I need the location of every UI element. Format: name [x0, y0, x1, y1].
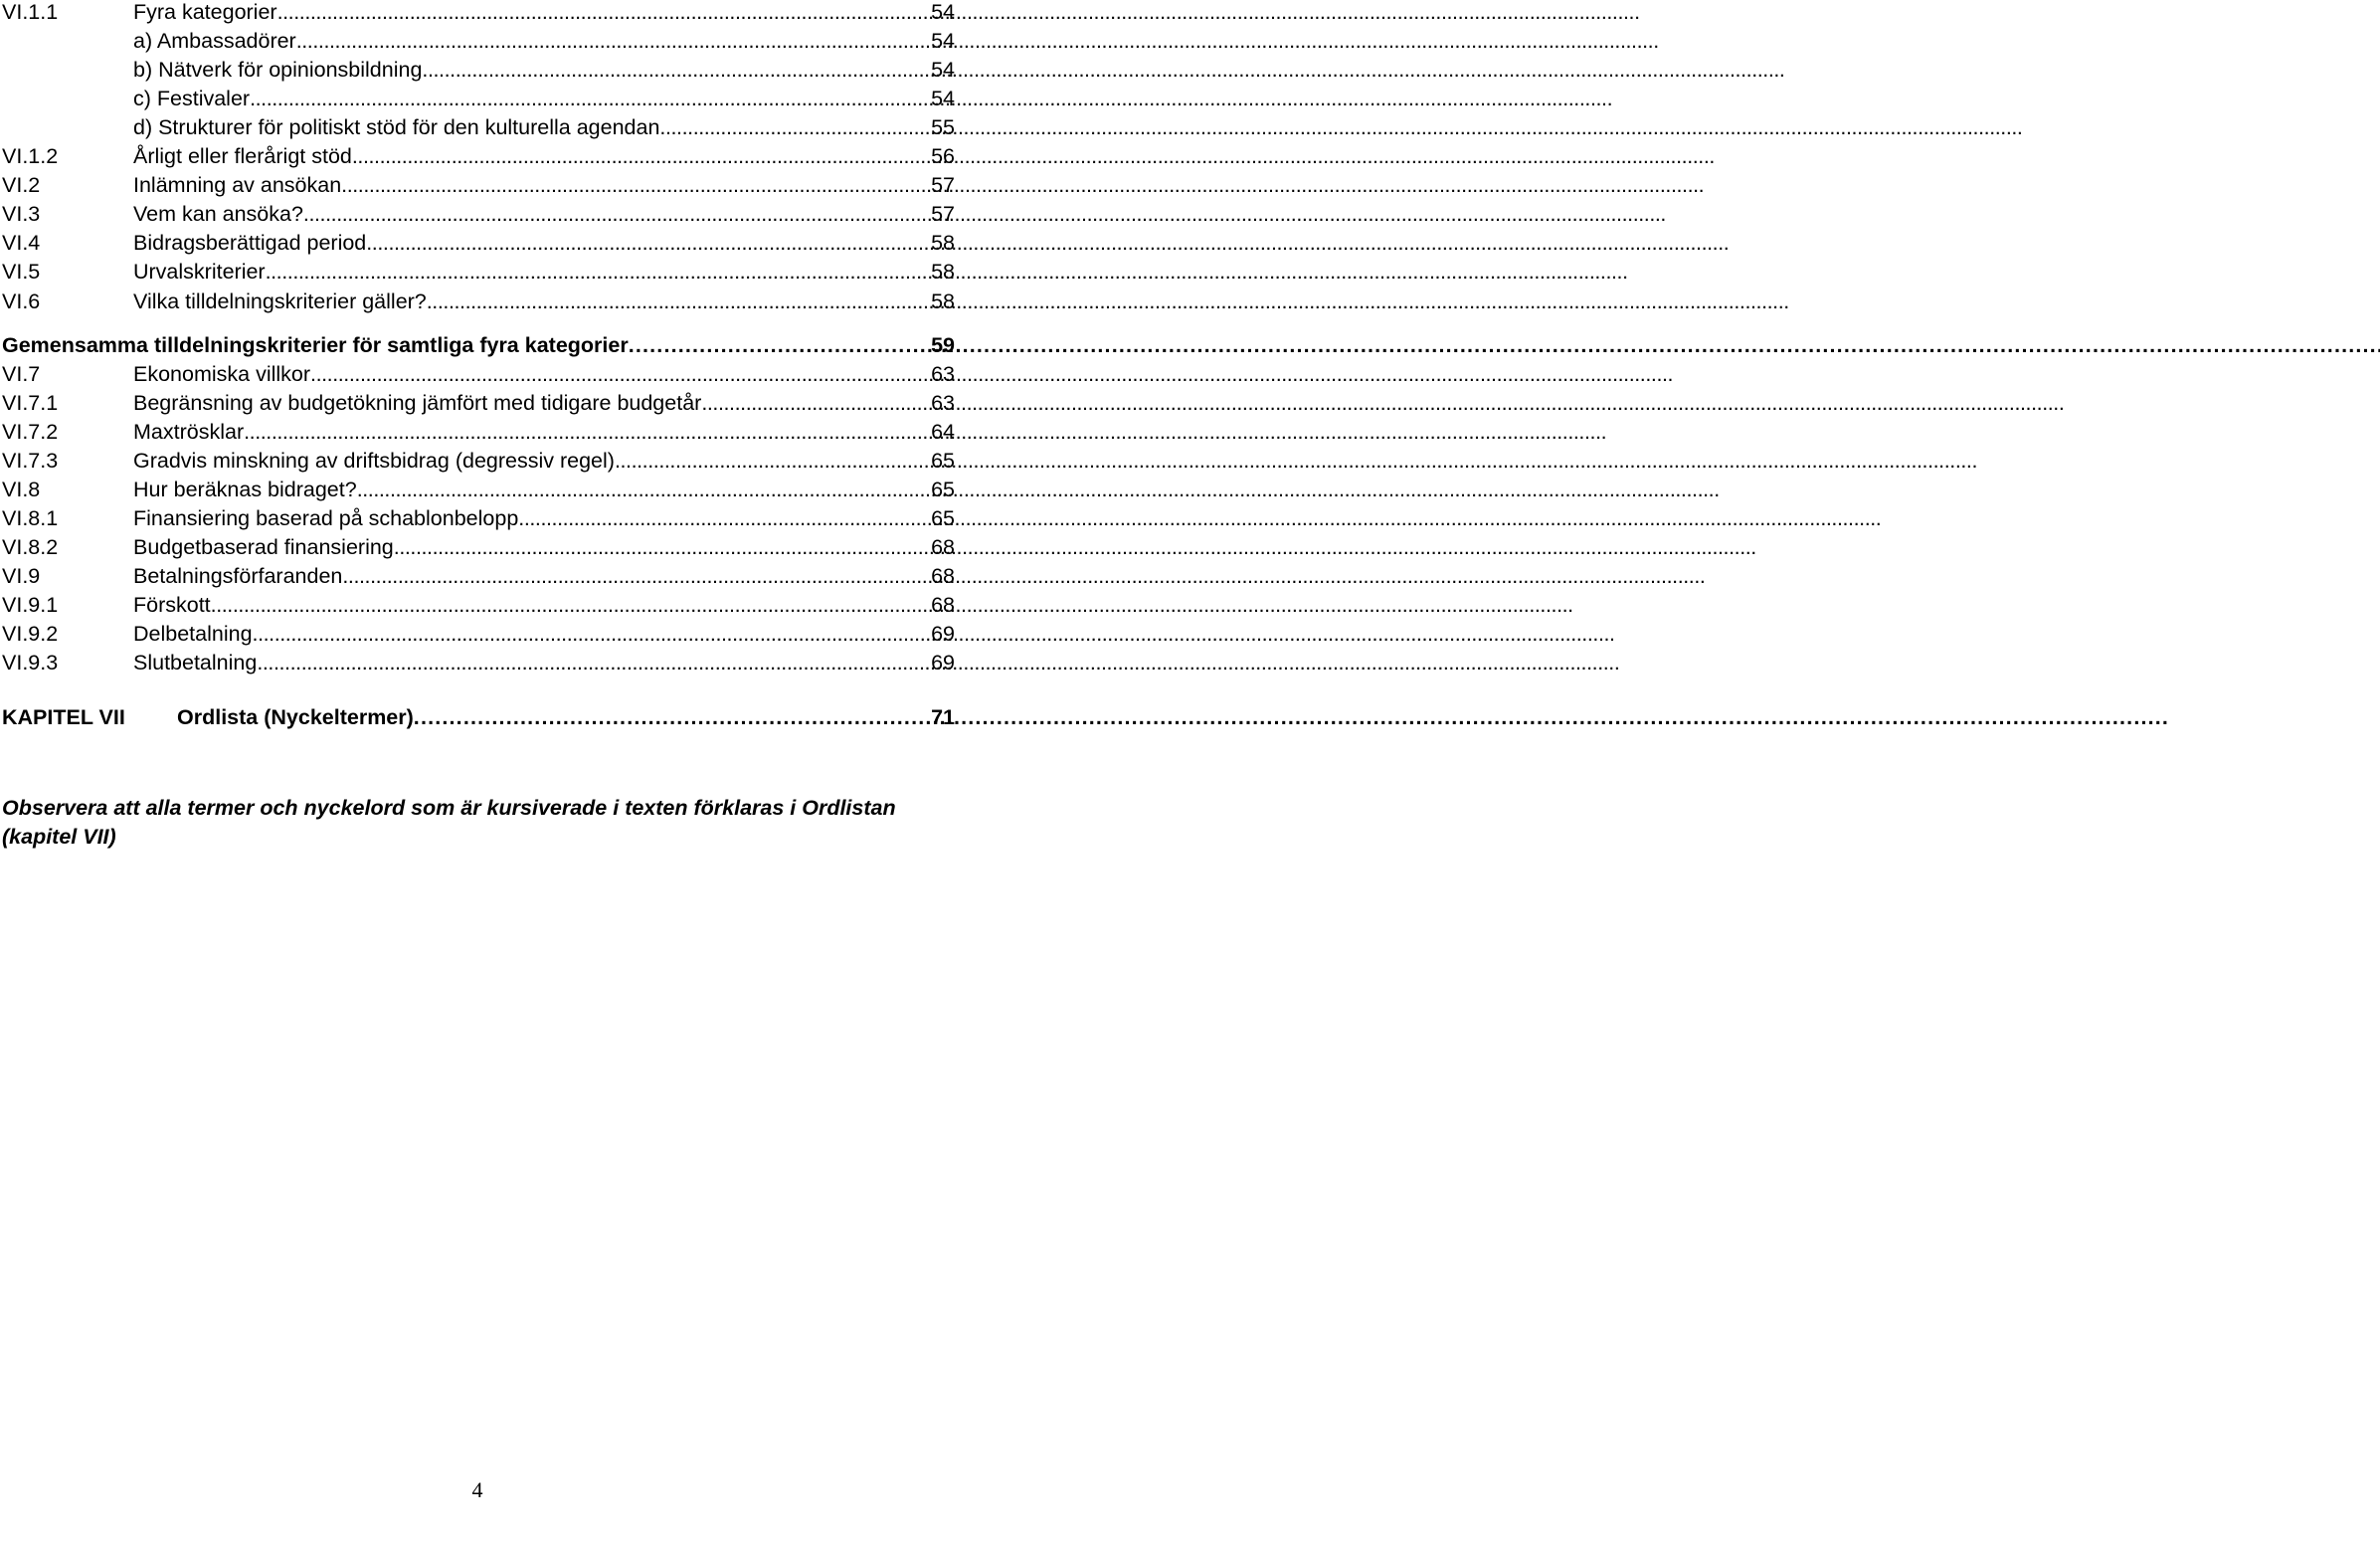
toc-dot-leader	[250, 85, 927, 112]
toc-entry-number: VI.7.1	[2, 390, 59, 415]
toc-dot-leader	[427, 288, 927, 315]
toc-entry[interactable]	[2, 533, 955, 561]
toc-entry-title: Budgetbaserad finansiering	[133, 534, 394, 559]
toc-dot-leader	[244, 418, 927, 446]
toc-entry[interactable]	[2, 85, 955, 112]
toc-entry-page: 54	[931, 29, 955, 54]
toc-dot-leader	[257, 649, 927, 676]
toc-entry[interactable]	[2, 504, 955, 532]
toc-entry-page: 58	[931, 260, 955, 285]
toc-entry-title: Betalningsförfaranden	[133, 563, 343, 588]
toc-dot-leader	[310, 360, 927, 388]
toc-dot-leader	[253, 620, 928, 648]
toc-entry[interactable]	[2, 360, 955, 388]
toc-entry[interactable]	[2, 288, 955, 315]
toc-dot-leader	[277, 0, 927, 26]
toc-entry[interactable]	[2, 27, 955, 55]
toc-dot-leader	[422, 56, 927, 84]
toc-entry-page: 64	[931, 419, 955, 444]
toc-dot-leader	[701, 389, 927, 417]
toc-entry[interactable]	[2, 591, 955, 619]
toc-entry-title: Ordlista (Nyckeltermer)	[177, 705, 414, 730]
toc-entry-page: 59	[931, 332, 955, 357]
toc-dot-leader	[303, 200, 927, 228]
toc-entry-page: 68	[931, 593, 955, 617]
toc-entry-page: 55	[931, 115, 955, 140]
toc-entry-page: 71	[931, 705, 955, 730]
toc-entry-title: d) Strukturer för politiskt stöd för den kulturella agendan	[133, 115, 660, 140]
toc-entry-page: 63	[931, 361, 955, 386]
toc-entry-title: Maxtrösklar	[133, 419, 245, 444]
toc-dot-leader	[414, 703, 927, 731]
toc-entry[interactable]	[2, 229, 955, 257]
toc-dot-leader	[266, 258, 927, 286]
page-number: 4	[471, 1477, 483, 1502]
toc-entry-title: Bidragsberättigad period	[133, 231, 367, 256]
toc-entry-page: 57	[931, 173, 955, 198]
toc-entry-number: VI.8.2	[2, 534, 59, 559]
toc-entry-page: 58	[931, 289, 955, 313]
toc-entry-number: VI.8.1	[2, 505, 59, 530]
toc-entry-number: VI.9.1	[2, 593, 59, 617]
toc-entry-title: Förskott	[133, 593, 211, 617]
toc-dot-leader	[394, 533, 927, 561]
toc-entry[interactable]	[2, 0, 955, 26]
toc-entry-title: Finansiering baserad på schablonbelopp	[133, 505, 519, 530]
toc-dot-leader	[352, 142, 927, 170]
toc-entry-number: VI.4	[2, 231, 41, 256]
toc-entry-page: 65	[931, 448, 955, 473]
toc-entry-page: 69	[931, 651, 955, 675]
toc-entry-title: Inlämning av ansökan	[133, 173, 342, 198]
toc-entry-page: 65	[931, 477, 955, 501]
toc-entry-number: VI.8	[2, 477, 41, 501]
toc-entry-title: Hur beräknas bidraget?	[133, 477, 357, 501]
toc-entry-title: Slutbetalning	[133, 651, 258, 675]
toc-entry-number: VI.6	[2, 289, 41, 313]
toc-entry[interactable]	[2, 200, 955, 228]
toc-dot-leader	[615, 447, 927, 475]
toc-entry-title: Vem kan ansöka?	[133, 202, 303, 227]
toc-entry-number: VI.9.2	[2, 622, 59, 647]
toc-dot-leader	[342, 562, 927, 590]
toc-entry[interactable]	[2, 171, 955, 199]
toc-entry-title: Fyra kategorier	[133, 0, 277, 24]
toc-entry-page: 65	[931, 505, 955, 530]
toc-entry-title: Urvalskriterier	[133, 260, 266, 285]
toc-entry-number: VI.3	[2, 202, 41, 227]
toc-entry-page: 54	[931, 58, 955, 83]
toc-dot-leader	[366, 229, 927, 257]
toc-entry[interactable]	[2, 258, 955, 286]
toc-entry-page: 57	[931, 202, 955, 227]
toc-entry[interactable]	[2, 447, 955, 475]
toc-entry[interactable]	[2, 562, 955, 590]
toc-entry[interactable]	[2, 56, 955, 84]
toc-entry-number: KAPITEL VII	[2, 705, 125, 730]
toc-dot-leader	[629, 331, 927, 359]
toc-entry-number: VI.2	[2, 173, 41, 198]
toc-dot-leader	[659, 113, 927, 141]
toc-entry-title: Gradvis minskning av driftsbidrag (degressiv regel)	[133, 448, 615, 473]
toc-entry-title: Delbetalning	[133, 622, 253, 647]
toc-entry-page: 54	[931, 87, 955, 111]
toc-entry-title: Begränsning av budgetökning jämfört med tidigare budgetår	[133, 390, 702, 415]
toc-dot-leader	[211, 591, 927, 619]
toc-entry[interactable]	[2, 476, 955, 503]
toc-entry-title: Ekonomiska villkor	[133, 361, 311, 386]
toc-entry-page: 63	[931, 390, 955, 415]
toc-entry-title: Gemensamma tilldelningskriterier för samtliga fyra kategorier	[2, 332, 629, 357]
toc-entry-page: 58	[931, 231, 955, 256]
toc-dot-leader	[296, 27, 927, 55]
toc-entry-page: 54	[931, 0, 955, 24]
toc-entry-number: VI.7.3	[2, 448, 59, 473]
toc-entry-number: VI.1.2	[2, 144, 59, 169]
toc-entry-title: Årligt eller flerårigt stöd	[133, 144, 352, 169]
toc-entry[interactable]	[2, 649, 955, 676]
toc-dot-leader	[357, 476, 927, 503]
toc-dot-leader	[341, 171, 927, 199]
toc-chapter-entry[interactable]	[2, 703, 955, 731]
toc-entry[interactable]	[2, 113, 955, 141]
toc-entry-page: 68	[931, 563, 955, 588]
toc-entry-title: b) Nätverk för opinionsbildning	[133, 58, 423, 83]
toc-entry-page: 69	[931, 622, 955, 647]
toc-entry[interactable]	[2, 418, 955, 446]
toc-entry-title: a) Ambassadörer	[133, 29, 296, 54]
toc-dot-leader	[518, 504, 927, 532]
toc-entry-title: Vilka tilldelningskriterier gäller?	[133, 289, 427, 313]
toc-section-heading[interactable]	[2, 331, 955, 359]
toc-entry-number: VI.7	[2, 361, 41, 386]
toc-entry-number: VI.1.1	[2, 0, 59, 24]
toc-entry-page: 56	[931, 144, 955, 169]
toc-entry[interactable]	[2, 620, 955, 648]
toc-entry-number: VI.9.3	[2, 651, 59, 675]
toc-entry-number: VI.7.2	[2, 419, 59, 444]
toc-entry-number: VI.9	[2, 563, 41, 588]
toc-entry-number: VI.5	[2, 260, 41, 285]
toc-entry[interactable]	[2, 142, 955, 170]
toc-entry-page: 68	[931, 534, 955, 559]
toc-entry-title: c) Festivaler	[133, 87, 251, 111]
toc-entry[interactable]	[2, 389, 955, 417]
glossary-note: Observera att alla termer och nyckelord som är kursiverade i texten förklaras i Ordlistan (kapitel VII)	[2, 796, 896, 849]
